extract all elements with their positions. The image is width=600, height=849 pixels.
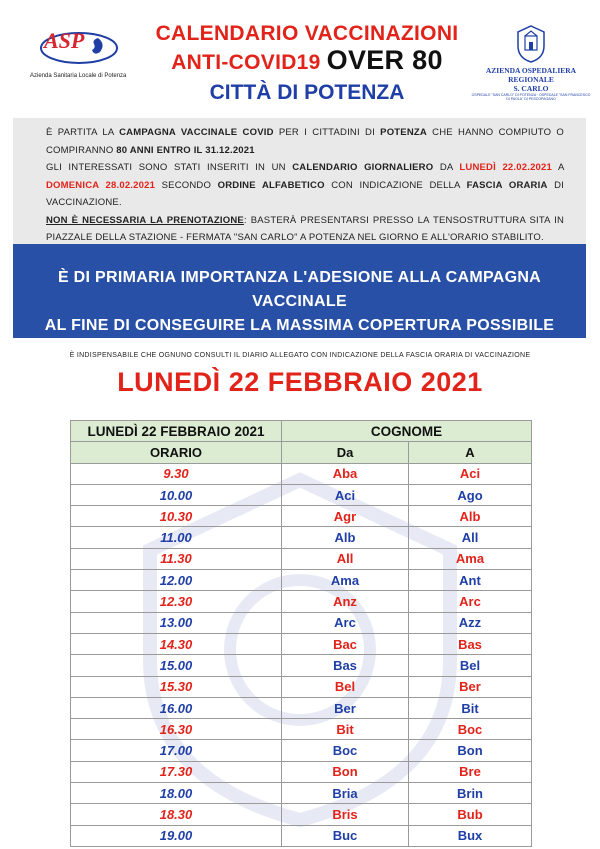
row-cognome-a: Ant bbox=[409, 570, 532, 591]
row-cognome-a: All bbox=[409, 527, 532, 548]
title-line2 bbox=[142, 47, 472, 76]
hospital-name-line3: OSPEDALE "SAN CARLO" DI POTENZA · OSPEDALE "SAN FRANCESCO DI PAOLA" DI PESCOPAGANO bbox=[471, 93, 591, 101]
da-header: Da bbox=[282, 442, 409, 463]
row-cognome-da: Bac bbox=[282, 633, 409, 654]
info-text: CON INDICAZIONE DELLA bbox=[324, 179, 467, 191]
info-no-booking: NON È NECESSARIA LA PRENOTAZIONE bbox=[46, 214, 244, 226]
banner-line2: AL FINE DI CONSEGUIRE LA MASSIMA COPERTURA POSSIBILE bbox=[44, 317, 555, 334]
table-row bbox=[71, 463, 532, 484]
table-row bbox=[71, 676, 532, 697]
info-date-start: LUNEDÌ 22.02.2021 bbox=[459, 162, 552, 173]
row-time: 16.00 bbox=[71, 697, 282, 718]
row-cognome-da: Anz bbox=[282, 591, 409, 612]
table-subheader-row bbox=[71, 442, 532, 463]
row-cognome-a: Boc bbox=[409, 719, 532, 740]
row-time: 11.00 bbox=[71, 527, 282, 548]
info-paragraph-2 bbox=[46, 159, 564, 212]
row-cognome-a: Ago bbox=[409, 484, 532, 505]
table-row bbox=[71, 655, 532, 676]
table-row bbox=[71, 633, 532, 654]
row-time: 10.00 bbox=[71, 484, 282, 505]
row-cognome-a: Bux bbox=[409, 825, 532, 846]
table-row bbox=[71, 612, 532, 633]
title-city: CITTÀ DI POTENZA bbox=[209, 81, 405, 104]
row-cognome-a: Ama bbox=[409, 548, 532, 569]
row-time: 15.00 bbox=[71, 655, 282, 676]
row-cognome-da: Boc bbox=[282, 740, 409, 761]
table-row bbox=[71, 570, 532, 591]
hospital-name-line2: S. CARLO bbox=[513, 84, 549, 93]
info-text: È PARTITA LA bbox=[46, 127, 120, 138]
orario-header: ORARIO bbox=[71, 442, 282, 463]
info-text: DA bbox=[433, 162, 460, 173]
table-row bbox=[71, 548, 532, 569]
table-row bbox=[71, 527, 532, 548]
table-row bbox=[71, 697, 532, 718]
hospital-crest-icon bbox=[514, 24, 548, 64]
row-cognome-a: Bel bbox=[409, 655, 532, 676]
schedule-table bbox=[70, 420, 532, 847]
row-time: 12.00 bbox=[71, 570, 282, 591]
row-time: 18.00 bbox=[71, 783, 282, 804]
page-title bbox=[142, 20, 472, 108]
row-cognome-a: Brin bbox=[409, 783, 532, 804]
info-bold: CALENDARIO GIORNALIERO bbox=[292, 162, 434, 173]
table-row bbox=[71, 591, 532, 612]
hospital-logo bbox=[470, 24, 592, 101]
asp-subtitle: Azienda Sanitaria Locale di Potenza bbox=[30, 73, 127, 79]
diary-note: È INDISPENSABILE CHE OGNUNO CONSULTI IL DIARIO ALLEGATO CON INDICAZIONE DELLA FASCIA ORARIA DI VACCINAZIONE bbox=[69, 352, 531, 359]
info-bold: CAMPAGNA VACCINALE COVID bbox=[119, 127, 274, 138]
row-cognome-da: Bel bbox=[282, 676, 409, 697]
header bbox=[0, 0, 600, 118]
title-line2-text: ANTI-COVID19 bbox=[171, 51, 321, 74]
row-cognome-da: Bit bbox=[282, 719, 409, 740]
info-text: : BASTERÀ PRESENTARSI PRESSO LA TENSOSTRUTTURA SITA IN PIAZZALE DELLA STAZIONE - FERMATA "SAN CARLO" A POTENZA NEL GIORNO E ALL'ORARIO STABILITO. bbox=[46, 214, 565, 243]
row-cognome-da: Alb bbox=[282, 527, 409, 548]
row-cognome-da: Arc bbox=[282, 612, 409, 633]
row-cognome-a: Arc bbox=[409, 591, 532, 612]
row-cognome-da: Bris bbox=[282, 804, 409, 825]
row-cognome-da: Aba bbox=[282, 463, 409, 484]
table-row bbox=[71, 506, 532, 527]
row-cognome-a: Azz bbox=[409, 612, 532, 633]
day-title: LUNEDÌ 22 FEBBRAIO 2021 bbox=[117, 367, 483, 397]
info-text: PER I CITTADINI DI bbox=[273, 127, 381, 138]
banner-line1: È DI PRIMARIA IMPORTANZA L'ADESIONE ALLA CAMPAGNA VACCINALE bbox=[57, 269, 542, 310]
row-time: 9.30 bbox=[71, 463, 282, 484]
table-row bbox=[71, 719, 532, 740]
table-row bbox=[71, 761, 532, 782]
title-over80: OVER 80 bbox=[326, 45, 443, 75]
row-cognome-da: Buc bbox=[282, 825, 409, 846]
date-header: LUNEDÌ 22 FEBBRAIO 2021 bbox=[71, 421, 282, 442]
row-time: 18.30 bbox=[71, 804, 282, 825]
row-cognome-a: Ber bbox=[409, 676, 532, 697]
row-cognome-da: Aci bbox=[282, 484, 409, 505]
info-bold: FASCIA ORARIA bbox=[466, 179, 548, 191]
info-bold: POTENZA bbox=[380, 127, 427, 138]
info-text: A bbox=[552, 162, 564, 173]
row-time: 11.30 bbox=[71, 548, 282, 569]
row-cognome-da: All bbox=[282, 548, 409, 569]
info-text: DI VACCINAZIONE. bbox=[46, 179, 564, 208]
hospital-name-line1: AZIENDA OSPEDALIERA REGIONALE bbox=[485, 66, 577, 84]
row-cognome-a: Aci bbox=[409, 463, 532, 484]
cognome-header: COGNOME bbox=[282, 421, 532, 442]
row-time: 15.30 bbox=[71, 676, 282, 697]
info-paragraph-3 bbox=[46, 212, 564, 247]
info-bold: ORDINE ALFABETICO bbox=[217, 179, 325, 191]
row-time: 13.00 bbox=[71, 612, 282, 633]
table-row bbox=[71, 740, 532, 761]
row-time: 16.30 bbox=[71, 719, 282, 740]
info-date-end: DOMENICA 28.02.2021 bbox=[46, 179, 156, 191]
table-row bbox=[71, 484, 532, 505]
info-text: GLI INTERESSATI SONO STATI INSERITI IN UN bbox=[46, 162, 293, 173]
row-cognome-a: Bon bbox=[409, 740, 532, 761]
row-cognome-a: Bre bbox=[409, 761, 532, 782]
row-cognome-da: Ber bbox=[282, 697, 409, 718]
a-header: A bbox=[409, 442, 532, 463]
info-text: SECONDO bbox=[155, 179, 218, 191]
row-time: 12.30 bbox=[71, 591, 282, 612]
row-time: 10.30 bbox=[71, 506, 282, 527]
row-cognome-a: Bit bbox=[409, 697, 532, 718]
info-bold: 80 ANNI ENTRO IL 31.12.2021 bbox=[116, 144, 255, 156]
row-cognome-a: Bas bbox=[409, 633, 532, 654]
table-row bbox=[71, 825, 532, 846]
row-time: 14.30 bbox=[71, 633, 282, 654]
row-cognome-da: Bria bbox=[282, 783, 409, 804]
asp-logo-text: ASP bbox=[44, 28, 85, 53]
table-row bbox=[71, 783, 532, 804]
title-line1: CALENDARIO VACCINAZIONI bbox=[155, 22, 459, 45]
importance-banner bbox=[13, 244, 586, 338]
row-cognome-da: Agr bbox=[282, 506, 409, 527]
row-cognome-a: Alb bbox=[409, 506, 532, 527]
table-header-row bbox=[71, 421, 532, 442]
row-cognome-da: Bon bbox=[282, 761, 409, 782]
row-cognome-a: Bub bbox=[409, 804, 532, 825]
row-time: 17.30 bbox=[71, 761, 282, 782]
info-paragraph-1 bbox=[46, 124, 564, 159]
row-time: 19.00 bbox=[71, 825, 282, 846]
info-text: CHE HANNO COMPIUTO O COMPIRANNO bbox=[46, 127, 565, 156]
row-cognome-da: Ama bbox=[282, 570, 409, 591]
row-cognome-da: Bas bbox=[282, 655, 409, 676]
info-box bbox=[13, 118, 586, 244]
table-row bbox=[71, 804, 532, 825]
row-time: 17.00 bbox=[71, 740, 282, 761]
